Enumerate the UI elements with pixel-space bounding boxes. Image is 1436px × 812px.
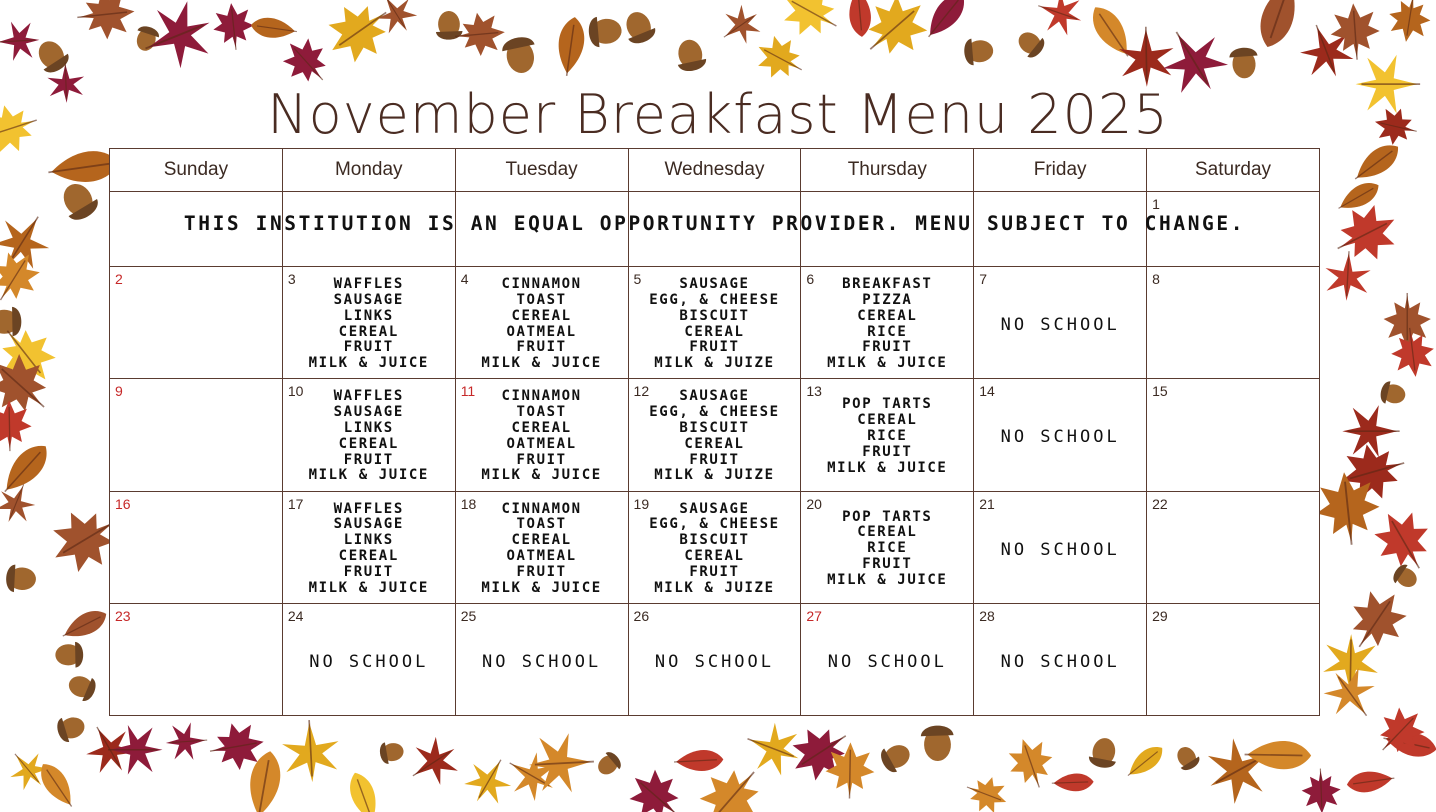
menu-item: BISCUIT bbox=[679, 307, 750, 324]
no-school-label: NO SCHOOL bbox=[1000, 427, 1120, 448]
menu-item: CEREAL bbox=[338, 547, 399, 564]
menu-item: RICE bbox=[867, 540, 908, 557]
menu-item: FRUIT bbox=[516, 339, 567, 356]
menu-item: SAUSAGE bbox=[333, 404, 404, 421]
menu-item: CEREAL bbox=[857, 524, 918, 541]
menu-item: MILK & JUICE bbox=[827, 459, 948, 476]
menu-item: WAFFLES bbox=[333, 388, 404, 405]
day-cell bbox=[974, 491, 1147, 603]
leaf-icon bbox=[920, 0, 972, 44]
day-number: 13 bbox=[806, 383, 822, 400]
day-number: 18 bbox=[460, 495, 477, 512]
day-cell bbox=[801, 267, 974, 379]
day-cell bbox=[110, 267, 283, 379]
day-cell bbox=[282, 267, 455, 379]
menu-item: CEREAL bbox=[684, 323, 745, 340]
menu-item: MILK & JUICE bbox=[827, 571, 948, 588]
weekday-header: Saturday bbox=[1147, 149, 1320, 192]
leaf-icon bbox=[588, 15, 623, 48]
leaf-icon bbox=[1172, 742, 1202, 773]
leaf-icon bbox=[132, 24, 161, 54]
menu-item: LINKS bbox=[343, 419, 394, 436]
leaf-icon bbox=[1301, 768, 1342, 812]
weekday-header: Sunday bbox=[110, 149, 283, 192]
menu-item: BISCUIT bbox=[679, 419, 750, 436]
menu-items bbox=[283, 502, 455, 597]
menu-item: OATMEAL bbox=[506, 435, 577, 452]
menu-item: OATMEAL bbox=[506, 323, 577, 340]
menu-item: TOAST bbox=[516, 404, 567, 421]
day-number: 7 bbox=[979, 271, 988, 288]
day-number: 11 bbox=[460, 383, 476, 400]
leaf-icon bbox=[281, 719, 341, 784]
day-number: 28 bbox=[979, 607, 995, 624]
leaf-icon bbox=[920, 725, 954, 761]
leaf-icon bbox=[500, 34, 540, 76]
leaf-icon bbox=[65, 671, 99, 704]
no-school-label: NO SCHOOL bbox=[1000, 651, 1120, 672]
leaf-icon bbox=[673, 749, 723, 773]
leaf-icon bbox=[619, 760, 693, 812]
day-number: 17 bbox=[287, 495, 304, 512]
menu-item: MILK & JUICE bbox=[481, 467, 602, 484]
menu-item: CEREAL bbox=[684, 435, 745, 452]
menu-items bbox=[456, 502, 628, 597]
day-cell bbox=[974, 603, 1147, 715]
menu-item: OATMEAL bbox=[506, 547, 577, 564]
leaf-icon bbox=[877, 739, 915, 776]
day-number: 27 bbox=[806, 607, 822, 624]
menu-item: PIZZA bbox=[862, 291, 913, 308]
leaf-icon bbox=[1002, 732, 1061, 795]
leaf-icon bbox=[1325, 195, 1407, 273]
leaf-icon bbox=[527, 732, 595, 794]
leaf-icon bbox=[1346, 768, 1396, 795]
day-cell bbox=[974, 379, 1147, 491]
menu-item: CEREAL bbox=[511, 532, 572, 549]
leaf-icon bbox=[673, 37, 708, 73]
weekday-header: Friday bbox=[974, 149, 1147, 192]
leaf-icon bbox=[620, 7, 658, 47]
day-number: 19 bbox=[633, 495, 650, 512]
week-row bbox=[110, 491, 1320, 603]
menu-item: FRUIT bbox=[862, 443, 913, 460]
leaf-icon bbox=[401, 730, 467, 795]
menu-item: FRUIT bbox=[343, 339, 394, 356]
menu-item: FRUIT bbox=[862, 339, 913, 356]
leaf-icon bbox=[58, 605, 111, 646]
menu-item: FRUIT bbox=[516, 451, 567, 468]
menu-item: CEREAL bbox=[857, 412, 918, 429]
leaf-icon bbox=[1122, 741, 1168, 783]
leaf-icon bbox=[1385, 0, 1434, 45]
day-cell bbox=[974, 267, 1147, 379]
menu-item: MILK & JUIZE bbox=[654, 467, 775, 484]
day-cell bbox=[628, 379, 801, 491]
day-cell bbox=[110, 379, 283, 491]
day-number: 29 bbox=[1152, 607, 1168, 624]
day-number: 22 bbox=[1152, 495, 1168, 512]
week-row bbox=[110, 603, 1320, 715]
menu-items bbox=[283, 389, 455, 484]
leaf-icon bbox=[108, 725, 163, 775]
menu-item: FRUIT bbox=[689, 339, 740, 356]
menu-item: RICE bbox=[867, 323, 908, 340]
day-number: 20 bbox=[806, 495, 822, 512]
day-cell bbox=[455, 267, 628, 379]
day-number: 9 bbox=[115, 383, 123, 400]
menu-item: MILK & JUICE bbox=[308, 355, 429, 372]
day-number: 15 bbox=[1152, 383, 1168, 400]
leaf-icon bbox=[1334, 177, 1384, 217]
menu-item: LINKS bbox=[343, 532, 394, 549]
menu-item: CEREAL bbox=[857, 307, 918, 324]
day-number: 23 bbox=[115, 607, 131, 624]
menu-items bbox=[456, 277, 628, 372]
leaf-icon bbox=[963, 37, 994, 66]
leaf-icon bbox=[773, 0, 849, 48]
no-school-label: NO SCHOOL bbox=[1000, 315, 1120, 336]
menu-item: SAUSAGE bbox=[679, 276, 750, 293]
leaf-icon bbox=[34, 758, 81, 812]
menu-item: FRUIT bbox=[862, 555, 913, 572]
leaf-icon bbox=[847, 0, 873, 38]
day-cell bbox=[1147, 603, 1320, 715]
page-title: November Breakfast Menu 2025 bbox=[267, 83, 1169, 146]
menu-item: CEREAL bbox=[511, 307, 572, 324]
day-cell bbox=[455, 603, 628, 715]
leaf-icon bbox=[593, 749, 624, 780]
weekday-header: Wednesday bbox=[628, 149, 801, 192]
leaf-icon bbox=[55, 177, 102, 225]
leaf-icon bbox=[75, 0, 137, 42]
leaf-icon bbox=[960, 770, 1012, 812]
leaf-icon bbox=[378, 739, 405, 765]
menu-item: WAFFLES bbox=[333, 276, 404, 293]
leaf-icon bbox=[211, 1, 256, 52]
weekday-header: Tuesday bbox=[455, 149, 628, 192]
no-school-label: NO SCHOOL bbox=[482, 651, 602, 672]
day-cell bbox=[801, 603, 974, 715]
no-school-label: NO SCHOOL bbox=[1000, 539, 1120, 560]
day-cell bbox=[801, 491, 974, 603]
day-number: 25 bbox=[460, 607, 477, 624]
menu-item: FRUIT bbox=[689, 451, 740, 468]
menu-items bbox=[801, 397, 973, 476]
menu-item: POP TARTS bbox=[842, 396, 933, 413]
menu-item: SAUSAGE bbox=[333, 291, 404, 308]
leaf-icon bbox=[1324, 250, 1372, 302]
menu-item: EGG, & CHEESE bbox=[649, 404, 780, 421]
menu-item: EGG, & CHEESE bbox=[649, 291, 780, 308]
leaf-icon bbox=[1253, 0, 1306, 52]
week-row bbox=[110, 267, 1320, 379]
menu-items bbox=[801, 277, 973, 372]
day-number: 26 bbox=[633, 607, 650, 624]
day-cell bbox=[282, 379, 455, 491]
menu-item: MILK & JUICE bbox=[481, 579, 602, 596]
leaf-icon bbox=[344, 769, 384, 812]
leaf-icon bbox=[1379, 380, 1408, 408]
leaf-icon bbox=[0, 20, 40, 61]
menu-item: CINNAMON bbox=[501, 500, 582, 517]
day-cell bbox=[628, 491, 801, 603]
menu-item: EGG, & CHEESE bbox=[649, 516, 780, 533]
day-number: 6 bbox=[806, 271, 815, 288]
day-number: 8 bbox=[1152, 271, 1160, 288]
day-cell bbox=[628, 267, 801, 379]
day-cell bbox=[110, 603, 283, 715]
menu-items bbox=[629, 277, 801, 372]
menu-item: MILK & JUICE bbox=[308, 579, 429, 596]
leaf-icon bbox=[0, 307, 22, 337]
menu-item: SAUSAGE bbox=[679, 500, 750, 517]
leaf-icon bbox=[1032, 0, 1088, 40]
leaf-icon bbox=[55, 642, 83, 668]
day-number: 14 bbox=[979, 383, 995, 400]
equal-opportunity-notice: THIS INSTITUTION IS AN EQUAL OPPORTUNITY PROVIDER. MENU SUBJECT TO CHANGE. bbox=[183, 212, 1246, 235]
menu-item: MILK & JUICE bbox=[308, 467, 429, 484]
day-number: 21 bbox=[979, 495, 995, 512]
menu-items bbox=[801, 510, 973, 589]
menu-item: CEREAL bbox=[338, 435, 399, 452]
leaf-icon bbox=[5, 564, 36, 593]
day-cell bbox=[628, 603, 801, 715]
menu-items bbox=[456, 389, 628, 484]
menu-item: MILK & JUICE bbox=[481, 355, 602, 372]
leaf-icon bbox=[0, 438, 55, 501]
leaf-icon bbox=[55, 712, 88, 744]
leaf-icon bbox=[1052, 773, 1094, 792]
day-number: 1 bbox=[1152, 196, 1160, 212]
menu-items bbox=[629, 389, 801, 484]
day-cell bbox=[801, 379, 974, 491]
menu-item: BISCUIT bbox=[679, 532, 750, 549]
leaf-icon bbox=[1196, 727, 1284, 812]
day-cell bbox=[1147, 379, 1320, 491]
day-number: 24 bbox=[287, 607, 304, 624]
weekday-header-row bbox=[110, 149, 1320, 192]
menu-item: FRUIT bbox=[343, 563, 394, 580]
menu-item: CINNAMON bbox=[501, 276, 582, 293]
menu-item: SAUSAGE bbox=[333, 516, 404, 533]
menu-item: CINNAMON bbox=[501, 388, 582, 405]
day-number: 4 bbox=[460, 271, 469, 288]
day-cell bbox=[455, 379, 628, 491]
menu-item: SAUSAGE bbox=[679, 388, 750, 405]
leaf-icon bbox=[1229, 47, 1259, 79]
menu-item: CEREAL bbox=[684, 547, 745, 564]
menu-item: BREAKFAST bbox=[842, 276, 933, 293]
menu-item: FRUIT bbox=[516, 563, 567, 580]
day-cell bbox=[282, 491, 455, 603]
day-number: 12 bbox=[633, 383, 650, 400]
day-cell bbox=[282, 603, 455, 715]
menu-item: RICE bbox=[867, 427, 908, 444]
menu-item: FRUIT bbox=[689, 563, 740, 580]
menu-item: MILK & JUICE bbox=[827, 355, 948, 372]
leaf-icon bbox=[713, 0, 767, 52]
leaf-icon bbox=[316, 0, 403, 74]
day-cell bbox=[110, 491, 283, 603]
day-number: 5 bbox=[633, 271, 642, 288]
menu-item: CEREAL bbox=[511, 419, 572, 436]
weekday-header: Monday bbox=[282, 149, 455, 192]
no-school-label: NO SCHOOL bbox=[654, 651, 775, 672]
menu-item: MILK & JUIZE bbox=[654, 355, 775, 372]
menu-item: POP TARTS bbox=[842, 508, 933, 525]
weekday-header: Thursday bbox=[801, 149, 974, 192]
leaf-icon bbox=[554, 15, 587, 77]
menu-item: MILK & JUIZE bbox=[654, 579, 775, 596]
menu-item: LINKS bbox=[343, 307, 394, 324]
leaf-icon bbox=[164, 721, 208, 761]
menu-item: CEREAL bbox=[338, 323, 399, 340]
leaf-icon bbox=[458, 749, 520, 812]
leaf-icon bbox=[250, 15, 299, 41]
no-school-label: NO SCHOOL bbox=[309, 651, 429, 672]
menu-item: WAFFLES bbox=[333, 500, 404, 517]
leaf-icon bbox=[0, 400, 32, 452]
menu-item: FRUIT bbox=[343, 451, 394, 468]
day-number: 16 bbox=[115, 495, 131, 512]
day-cell bbox=[1147, 267, 1320, 379]
day-number: 2 bbox=[115, 271, 123, 288]
week-row bbox=[110, 379, 1320, 491]
day-number: 3 bbox=[287, 271, 296, 288]
menu-item: TOAST bbox=[516, 516, 567, 533]
leaf-icon bbox=[1390, 562, 1421, 593]
leaf-icon bbox=[1087, 736, 1120, 770]
day-number: 10 bbox=[287, 383, 304, 400]
day-cell bbox=[455, 491, 628, 603]
leaf-icon bbox=[1013, 26, 1048, 61]
no-school-label: NO SCHOOL bbox=[827, 651, 947, 672]
menu-item: TOAST bbox=[516, 291, 567, 308]
menu-items bbox=[283, 277, 455, 372]
leaf-icon bbox=[1384, 293, 1431, 347]
menu-items bbox=[629, 502, 801, 597]
day-cell bbox=[1147, 491, 1320, 603]
leaf-icon bbox=[1342, 405, 1399, 457]
